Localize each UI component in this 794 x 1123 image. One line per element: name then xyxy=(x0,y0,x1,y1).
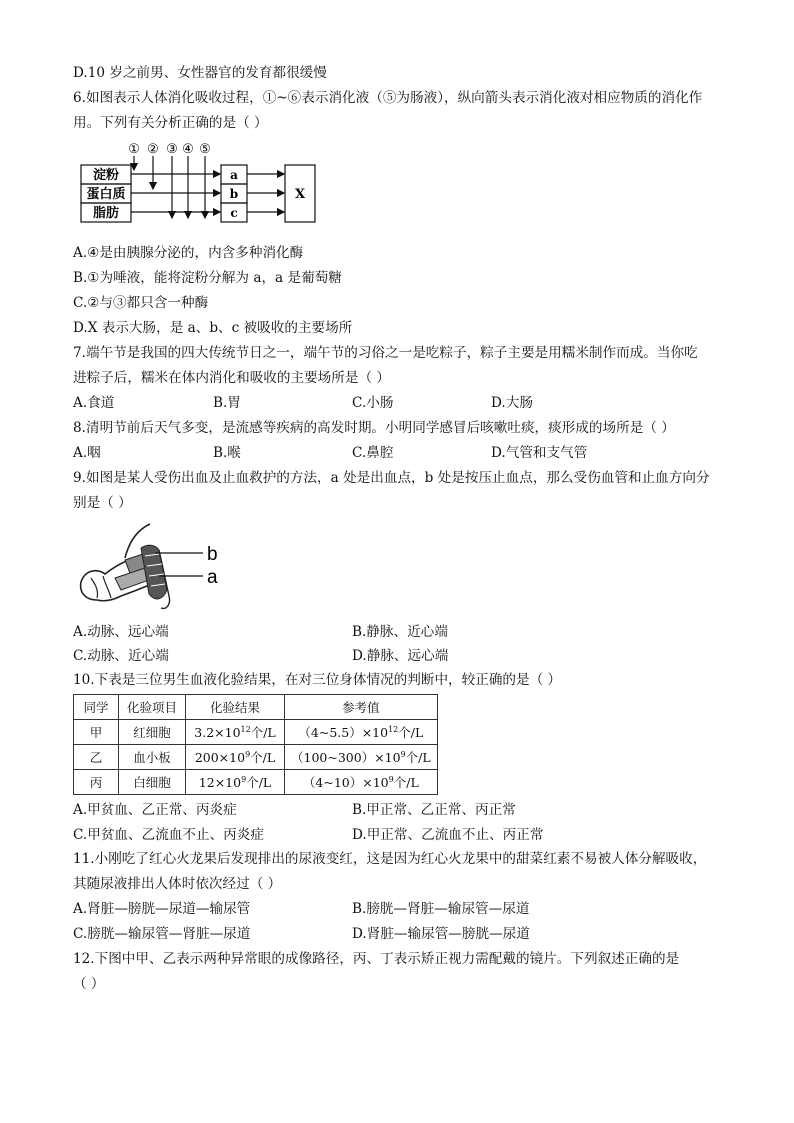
q9-option-d: D.静脉、远心端 xyxy=(352,648,449,664)
product-b: b xyxy=(229,187,239,201)
table-header: 参考值 xyxy=(285,695,438,720)
question-8-stem: 8.清明节前后天气多变，是流感等疾病的高发时期。小明同学感冒后咳嗽吐痰，痰形成的场所是（ ） xyxy=(73,420,675,436)
juice-5: ⑤ xyxy=(199,142,211,157)
nutrient-fat: 脂肪 xyxy=(92,206,120,221)
table-cell: 甲 xyxy=(74,720,119,745)
juice-4: ④ xyxy=(182,142,194,157)
table-header: 化验结果 xyxy=(186,695,285,720)
label-a: a xyxy=(207,567,218,588)
question-12-stem-cont: （ ） xyxy=(73,976,105,992)
nutrient-protein: 蛋白质 xyxy=(86,187,126,202)
question-9-stem: 9.如图是某人受伤出血及止血救护的方法，a 处是出血点，b 处是按压止血点，那么受伤血管和止血方向分 xyxy=(73,470,710,486)
q10-option-a: A.甲贫血、乙正常、丙炎症 xyxy=(73,802,237,818)
label-b: b xyxy=(207,544,218,565)
q7-option-c: C.小肠 xyxy=(352,395,394,411)
table-cell: 乙 xyxy=(74,745,119,770)
q7-option-d: D.大肠 xyxy=(491,395,533,411)
q10-option-d: D.甲正常、乙流血不止、丙正常 xyxy=(352,827,544,843)
q7-option-b: B.胃 xyxy=(213,395,241,411)
q9-option-b: B.静脉、近心端 xyxy=(352,624,448,640)
q10-option-c: C.甲贫血、乙流血不止、丙炎症 xyxy=(73,827,264,843)
table-header-row xyxy=(74,695,438,720)
q8-option-b: B.喉 xyxy=(213,445,241,461)
product-c: c xyxy=(230,206,238,220)
table-cell: $200\times 10^9$个/L xyxy=(186,745,285,770)
bleeding-arm-figure xyxy=(75,520,235,615)
table-cell: $(100\sim 300)\times 10^9$个/L xyxy=(285,745,438,770)
question-12-stem: 12.下图中甲、乙表示两种异常眼的成像路径，丙、丁表示矫正视力需配戴的镜片。下列叙述正确的是 xyxy=(73,951,680,967)
q10-option-b: B.甲正常、乙正常、丙正常 xyxy=(352,802,516,818)
q11-option-d: D.肾脏—输尿管—膀胱—尿道 xyxy=(352,926,530,942)
digestion-diagram xyxy=(78,139,318,231)
juice-2: ② xyxy=(147,142,159,157)
q11-option-b: B.膀胱—肾脏—输尿管—尿道 xyxy=(352,901,530,917)
question-11-stem-cont: 其随尿液排出人体时依次经过（ ） xyxy=(73,876,282,892)
question-9-stem-cont: 别是（ ） xyxy=(73,495,132,511)
question-6-stem-cont: 用。下列有关分析正确的是（ ） xyxy=(73,115,268,131)
q7-option-a: A.食道 xyxy=(73,395,115,411)
option-text: D.10 岁之前男、女性器官的发育都很缓慢 xyxy=(73,65,327,81)
q8-option-a: A.咽 xyxy=(73,445,101,461)
table-cell: $(4\sim 5.5)\times 10^{12}$个/L xyxy=(285,720,438,745)
juice-3: ③ xyxy=(166,142,178,157)
table-row xyxy=(74,770,438,795)
q6-option-d: D.X 表示大肠，是 a、b、c 被吸收的主要场所 xyxy=(73,320,353,336)
q9-option-c: C.动脉、近心端 xyxy=(73,648,169,664)
table-cell: $(4\sim 10)\times 10^9$个/L xyxy=(285,770,438,795)
q6-option-c: C.②与③都只含一种酶 xyxy=(73,295,209,311)
nutrient-starch: 淀粉 xyxy=(92,168,120,183)
table-cell: 血小板 xyxy=(119,745,186,770)
q9-option-a: A.动脉、远心端 xyxy=(73,624,169,640)
question-7-stem: 7.端午节是我国的四大传统节日之一，端午节的习俗之一是吃粽子，粽子主要是用糯米制作而成。当你吃 xyxy=(73,345,698,361)
q8-option-c: C.鼻腔 xyxy=(352,445,394,461)
q8-option-d: D.气管和支气管 xyxy=(491,445,588,461)
table-header: 同学 xyxy=(74,695,119,720)
question-11-stem: 11.小刚吃了红心火龙果后发现排出的尿液变红，这是因为红心火龙果中的甜菜红素不易被人体分解吸收， xyxy=(73,851,707,867)
table-cell: 白细胞 xyxy=(119,770,186,795)
table-header: 化验项目 xyxy=(119,695,186,720)
q6-option-a: A.④是由胰腺分泌的，内含多种消化酶 xyxy=(73,245,304,261)
product-a: a xyxy=(230,168,238,182)
q11-option-c: C.膀胱—输尿管—肾脏—尿道 xyxy=(73,926,251,942)
table-cell: $3.2\times 10^{12}$个/L xyxy=(186,720,285,745)
question-7-stem-cont: 进粽子后，糯米在体内消化和吸收的主要场所是（ ） xyxy=(73,370,390,386)
table-cell: 红细胞 xyxy=(119,720,186,745)
organ-x: X xyxy=(294,187,306,202)
q11-option-a: A.肾脏—膀胱—尿道—输尿管 xyxy=(73,901,251,917)
question-6-stem: 6.如图表示人体消化吸收过程，①~⑥表示消化液（⑤为肠液），纵向箭头表示消化液对相应物质的消化作 xyxy=(73,90,703,106)
blood-test-table xyxy=(73,694,438,795)
table-row xyxy=(74,720,438,745)
table-cell: $12\times 10^9$个/L xyxy=(186,770,285,795)
q6-option-b: B.①为唾液，能将淀粉分解为 a，a 是葡萄糖 xyxy=(73,270,342,286)
table-row xyxy=(74,745,438,770)
juice-1: ① xyxy=(128,142,140,157)
question-10-stem: 10.下表是三位男生血液化验结果，在对三位身体情况的判断中，较正确的是（ ） xyxy=(73,672,562,688)
table-cell: 丙 xyxy=(74,770,119,795)
